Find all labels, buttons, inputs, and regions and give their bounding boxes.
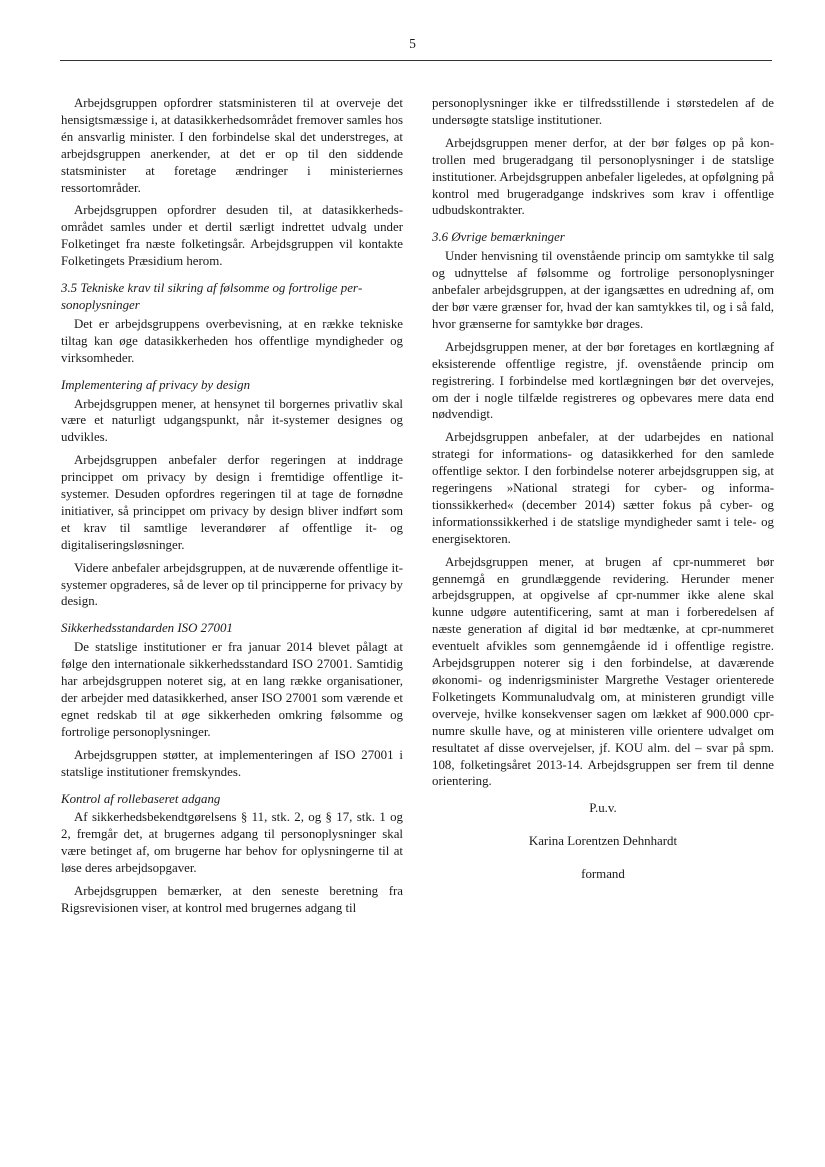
paragraph: De statslige institutioner er fra januar 2014 blevet pålagt at følge den internationale sikkerhedsstandard ISO 27001. Samtidig har arbejdsgruppen noteret sig, at en lang række organisationer, der arbejder med datasikkerhed, anser ISO 27001 som værende et egnet redskab til at øge sikkerheden omkring følsomme og fortrolige personoplysninger. xyxy=(61,640,403,739)
paragraph: Arbejdsgruppen opfordrer desuden til, at datasikkerhedsområdet samles under et dertil særligt indrettet udvalg under Folketinget fra næste folketingsår. Arbejdsgruppen vil kontakte Folketingets Præsidium herom. xyxy=(61,203,403,269)
signature-block xyxy=(432,800,774,883)
paragraph: Arbejdsgruppen mener derfor, at der bør følges op på kontrollen med brugeradgang til personoplysninger i de statslige institutioner. Arbejdsgruppen anbefaler ligeledes, at opfølgning på kontrol med brugeradgange indskrives som krav i offentlige udbudskontrakter. xyxy=(432,135,774,218)
page-number: 5 xyxy=(409,36,416,51)
signature-puv: P.u.v. xyxy=(589,801,617,816)
left-column xyxy=(61,95,403,923)
paragraph: Arbejdsgruppen bemærker, at den seneste beretning fra Rigsrevisionen viser, at kontrol med brugernes adgang til xyxy=(61,884,403,915)
subsection-heading: Sikkerhedsstandarden ISO 27001 xyxy=(61,621,233,636)
paragraph: Af sikkerhedsbekendtgørelsens § 11, stk. 2, og § 17, stk. 1 og 2, fremgår det, at brugernes adgang til personoplysninger skal være betinget af, om brugerne har behov for oplysningerne til at løse deres arbejdsopgaver. xyxy=(61,810,403,876)
signature-title: formand xyxy=(581,867,625,882)
paragraph: Videre anbefaler arbejdsgruppen, at de nuværende offentlige it-systemer opgraderes, så de lever op til principperne for privacy by design. xyxy=(61,560,403,609)
subsection-heading: Kontrol af rollebaseret adgang xyxy=(61,791,221,806)
section-heading: 3.5 Tekniske krav til sikring af følsomme og fortrolige personoplysninger xyxy=(61,281,363,312)
paragraph: Arbejdsgruppen mener, at der bør foretages en kortlægning af eksisterende offentlige registre, jf. ovenstående princip om registrering. I forbindelse med kortlægningen bør det overvejes, om der i nogle tilfælde registreres og opbevares mere data end nødvendigt. xyxy=(432,339,774,422)
paragraph: Arbejdsgruppen opfordrer statsministeren til at overveje det hensigtsmæssige i, at datasikkerhedsområdet fremover samles hos én ansvarlig minister. I den forbindelse skal det understreges, at arbejdsgruppen anerkender, at det er op til den siddende statsminister at foretage ændringer i ministeriernes ressortområder. xyxy=(61,96,403,195)
subsection-heading: Implementering af privacy by design xyxy=(61,377,251,392)
paragraph: Det er arbejdsgruppens overbevisning, at en række tekniske tiltag kan øge datasikkerheden hos offentlige myndigheder og virksomheder. xyxy=(61,316,403,365)
right-column xyxy=(432,95,774,899)
paragraph: Arbejdsgruppen støtter, at implementeringen af ISO 27001 i statslige institutioner fremskyndes. xyxy=(61,747,403,779)
section-heading: 3.6 Øvrige bemærkninger xyxy=(432,230,565,245)
paragraph: Arbejdsgruppen mener, at hensynet til borgernes privatliv skal være et naturligt udgangspunkt, når it-systemer designes og udvikles. xyxy=(61,396,403,445)
signature-name: Karina Lorentzen Dehnhardt xyxy=(528,834,678,849)
paragraph: Arbejdsgruppen mener, at brugen af cpr-nummeret bør gennemgå en grundlæggende revidering. Herunder mener arbejdsgruppen, at opgivelse af cpr-nummer ikke alene skal kunne udgøre autentificering, samt at man i forberedelsen af næste generation af digital id bør medtænke, at cpr-nummeret eventuelt afvikles som gennemgående id i offentlige registre. Arbejdsgruppen noterer sig i den forbindelse, at daværende økonomi- og indenrigsminister Margrethe Vestager orienterede Folketingets Kommunaludvalg om, at ministeren grundigt ville overveje, hvilke konsekvenser sagen om lækket af 900.000 cpr-numre skulle have, og at ministeren ville orientere udvalget om resultatet af disse overvejelser, jf. KOU alm. del – svar på spm. 108, folketingsåret 2013-14. Arbejdsgruppen ser frem til denne orientering. xyxy=(432,554,774,789)
paragraph: Under henvisning til ovenstående princip om samtykke til salg og udnyttelse af følsomme og fortrolige personoplysninger anbefaler arbejdsgruppen, at der igangsættes en udredning af, om der bør være grænser for, hvad der kan samtykkes til, og i så fald, hvor grænserne for samtykke bør drages. xyxy=(432,249,774,331)
paragraph: Arbejdsgruppen anbefaler derfor regeringen at inddrage princippet om privacy by design i fremtidige offentlige it-systemer. Desuden opfordres regeringen til at tage de fornødne initiativer, så princippet om privacy by design bliver indført som et krav til samtlige leverandører af offentlige it- og digitaliseringsløsninger. xyxy=(61,453,403,552)
paragraph: Arbejdsgruppen anbefaler, at der udarbejdes en national strategi for informations- og datasikkerhed for den samlede offentlige sektor. I den forbindelse noterer arbejdsgruppen sig, at regeringens »National strategi for cyber- og informationssikkerhed« (december 2014) sætter fokus på cyber- og informationssikkerhed i de statslige myndigheder samt i tele- og energisektoren. xyxy=(432,430,774,546)
header-rule xyxy=(60,60,772,61)
paragraph: personoplysninger ikke er tilfredsstillende i størstedelen af de undersøgte statslige institutioner. xyxy=(432,96,774,127)
